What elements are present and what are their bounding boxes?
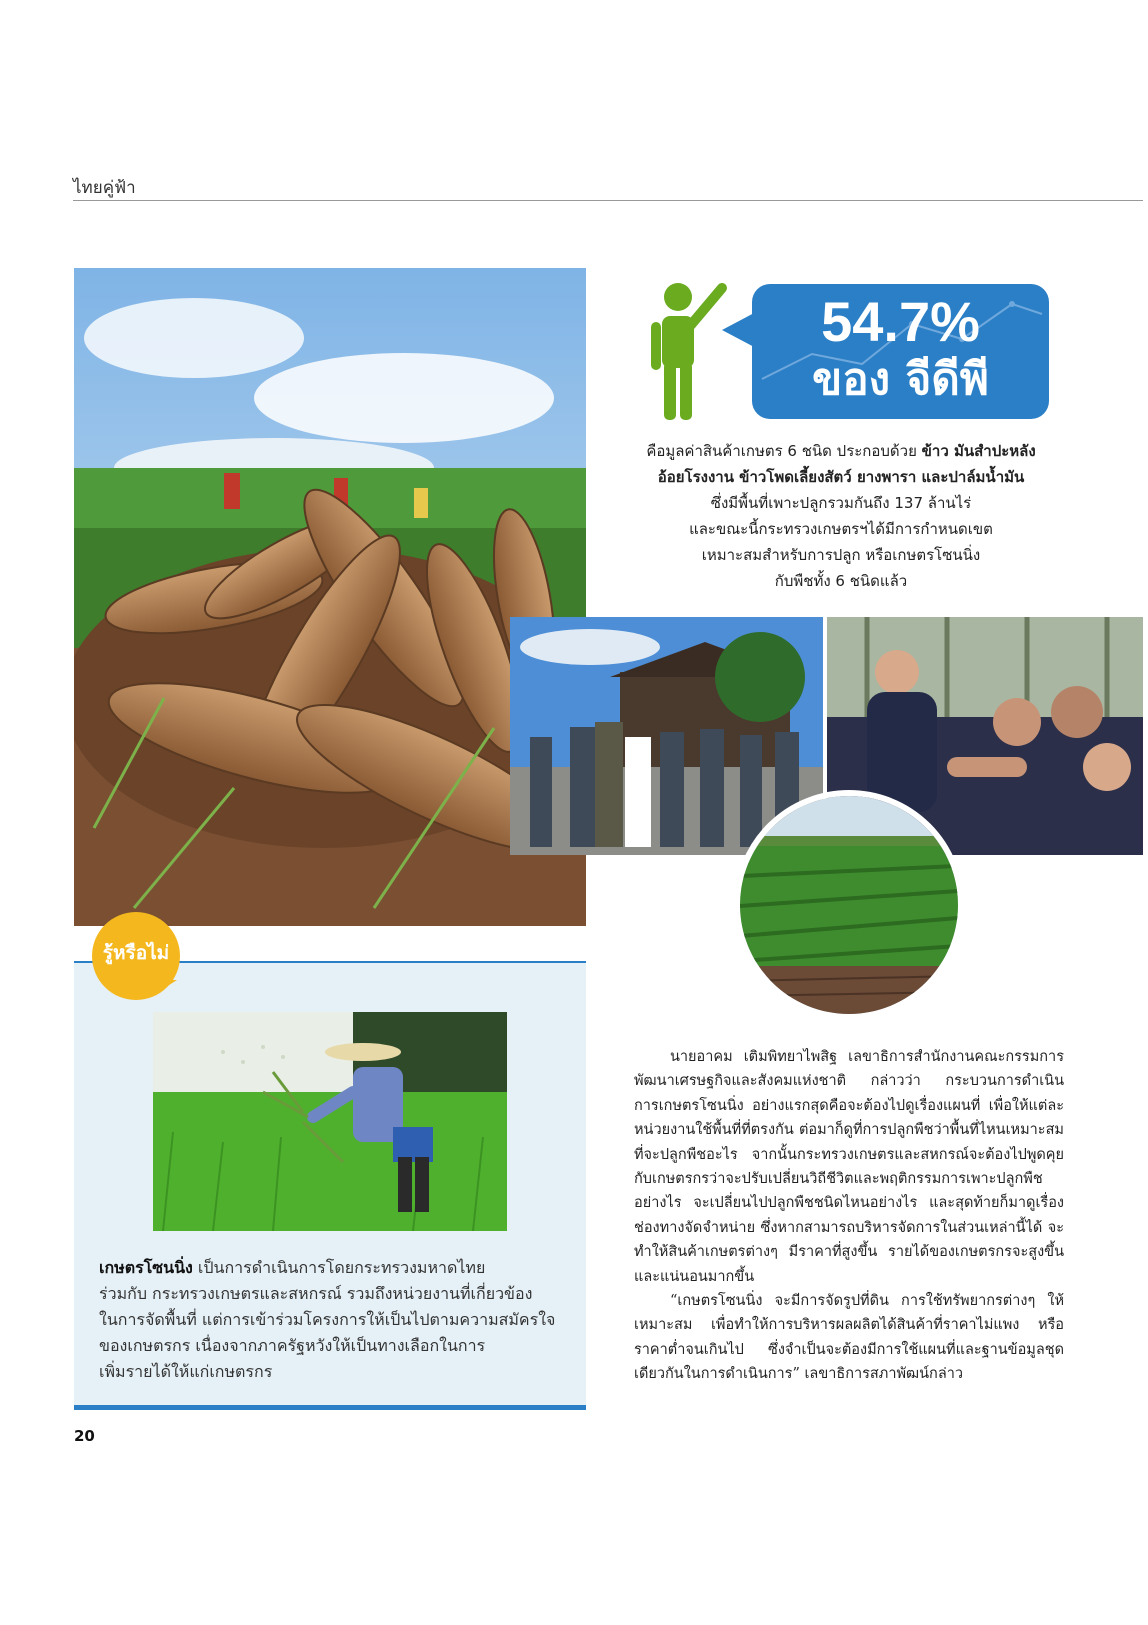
did-you-know-line: เพิ่มรายได้ให้แก่เกษตรกร — [99, 1362, 273, 1381]
stat-percent: 54.7% — [821, 290, 980, 353]
did-you-know-line: เป็นการดำเนินการโดยกระทรวงมหาดไทย — [192, 1258, 486, 1277]
did-you-know-label: รู้หรือไม่ — [102, 942, 170, 964]
article-paragraph: “เกษตรโซนนิ่ง จะมีการจัดรูปที่ดิน การใช้ทรัพยากรต่างๆ ให้เหมาะสม เพื่อทำให้การบริหารผลผลิตได้สินค้าที่ราคาไม่แพง หรือราคาต่ำจนเกินไป ซึ่งจำเป็นจะต้องมีการใช้แผนที่และฐานข้อมูลชุดเดียวกันในการดำเนินการ” เลขาธิการสภาพัฒน์กล่าว — [634, 1293, 1064, 1383]
did-you-know-line: ของเกษตรกร เนื่องจากภาครัฐหวังให้เป็นทางเลือกในการ — [99, 1336, 486, 1355]
did-you-know-badge-tail — [155, 980, 177, 994]
did-you-know-bottom-rule — [74, 1405, 586, 1410]
intro-highlight: อ้อยโรงงาน ข้าวโพดเลี้ยงสัตว์ ยางพารา และปาล์มน้ำมัน — [657, 468, 1025, 486]
intro-text: คือมูลค่าสินค้าเกษตร 6 ชนิด ประกอบด้วย — [646, 442, 922, 460]
did-you-know-line: ในการจัดพื้นที่ แต่การเข้าร่วมโครงการให้เป็นไปตามความสมัครใจ — [99, 1310, 556, 1329]
stat-label: ของ จีดีพี — [812, 354, 989, 405]
crop-field-photo — [734, 790, 964, 1020]
publication-title: ไทยคู่ฟ้า — [73, 178, 136, 198]
header-divider — [73, 200, 1143, 201]
did-you-know-line: ร่วมกับ กระทรวงเกษตรและสหกรณ์ รวมถึงหน่วยงานที่เกี่ยวข้อง — [99, 1284, 533, 1303]
did-you-know-text — [99, 1255, 569, 1385]
intro-line: เหมาะสมสำหรับการปลูก หรือเกษตรโซนนิ่ง — [701, 546, 981, 564]
intro-line: ซึ่งมีพื้นที่เพาะปลูกรวมกันถึง 137 ล้านไร่ — [710, 494, 972, 512]
intro-line: กับพืชทั้ง 6 ชนิดแล้ว — [774, 572, 908, 590]
did-you-know-term: เกษตรโซนนิ่ง — [99, 1258, 193, 1277]
rice-farmer-photo — [153, 1012, 507, 1231]
intro-paragraph — [626, 438, 1056, 594]
intro-line: และขณะนี้กระทรวงเกษตรฯได้มีการกำหนดเขต — [689, 520, 993, 538]
page-number: 20 — [74, 1427, 95, 1445]
article-body — [634, 1045, 1064, 1387]
stat-bubble-tail — [722, 312, 756, 348]
person-pointing-icon — [648, 282, 730, 422]
intro-highlight: ข้าว มันสำปะหลัง — [921, 442, 1036, 460]
article-paragraph: นายอาคม เติมพิทยาไพสิฐ เลขาธิการสำนักงานคณะกรรมการพัฒนาเศรษฐกิจและสังคมแห่งชาติ กล่าวว่า กระบวนการดำเนินการเกษตรโซนนิ่ง อย่างแรกสุดคือจะต้องไปดูเรื่องแผนที่ เพื่อให้แต่ละหน่วยงานใช้พื้นที่ที่ตรงกัน ต่อมาก็ดูที่การปลูกพืชว่าพื้นที่ไหนเหมาะสมที่จะปลูกพืชอะไร จากนั้นกระทรวงเกษตรและสหกรณ์จะต้องไปพูดคุยกับเกษตรกรว่าจะปรับเปลี่ยนวิถีชีวิตและพฤติกรรมการเพาะปลูกพืชอย่างไร จะเปลี่ยนไปปลูกพืชชนิดไหนอย่างไร และสุดท้ายก็มาดูเรื่องช่องทางจัดจำหน่าย ซึ่งหากสามารถบริหารจัดการในส่วนเหล่านี้ได้ จะทำให้สินค้าเกษตรต่างๆ มีราคาที่สูงขึ้น รายได้ของเกษตรกรจะสูงขึ้นและแน่นอนมากขึ้น — [634, 1049, 1064, 1285]
